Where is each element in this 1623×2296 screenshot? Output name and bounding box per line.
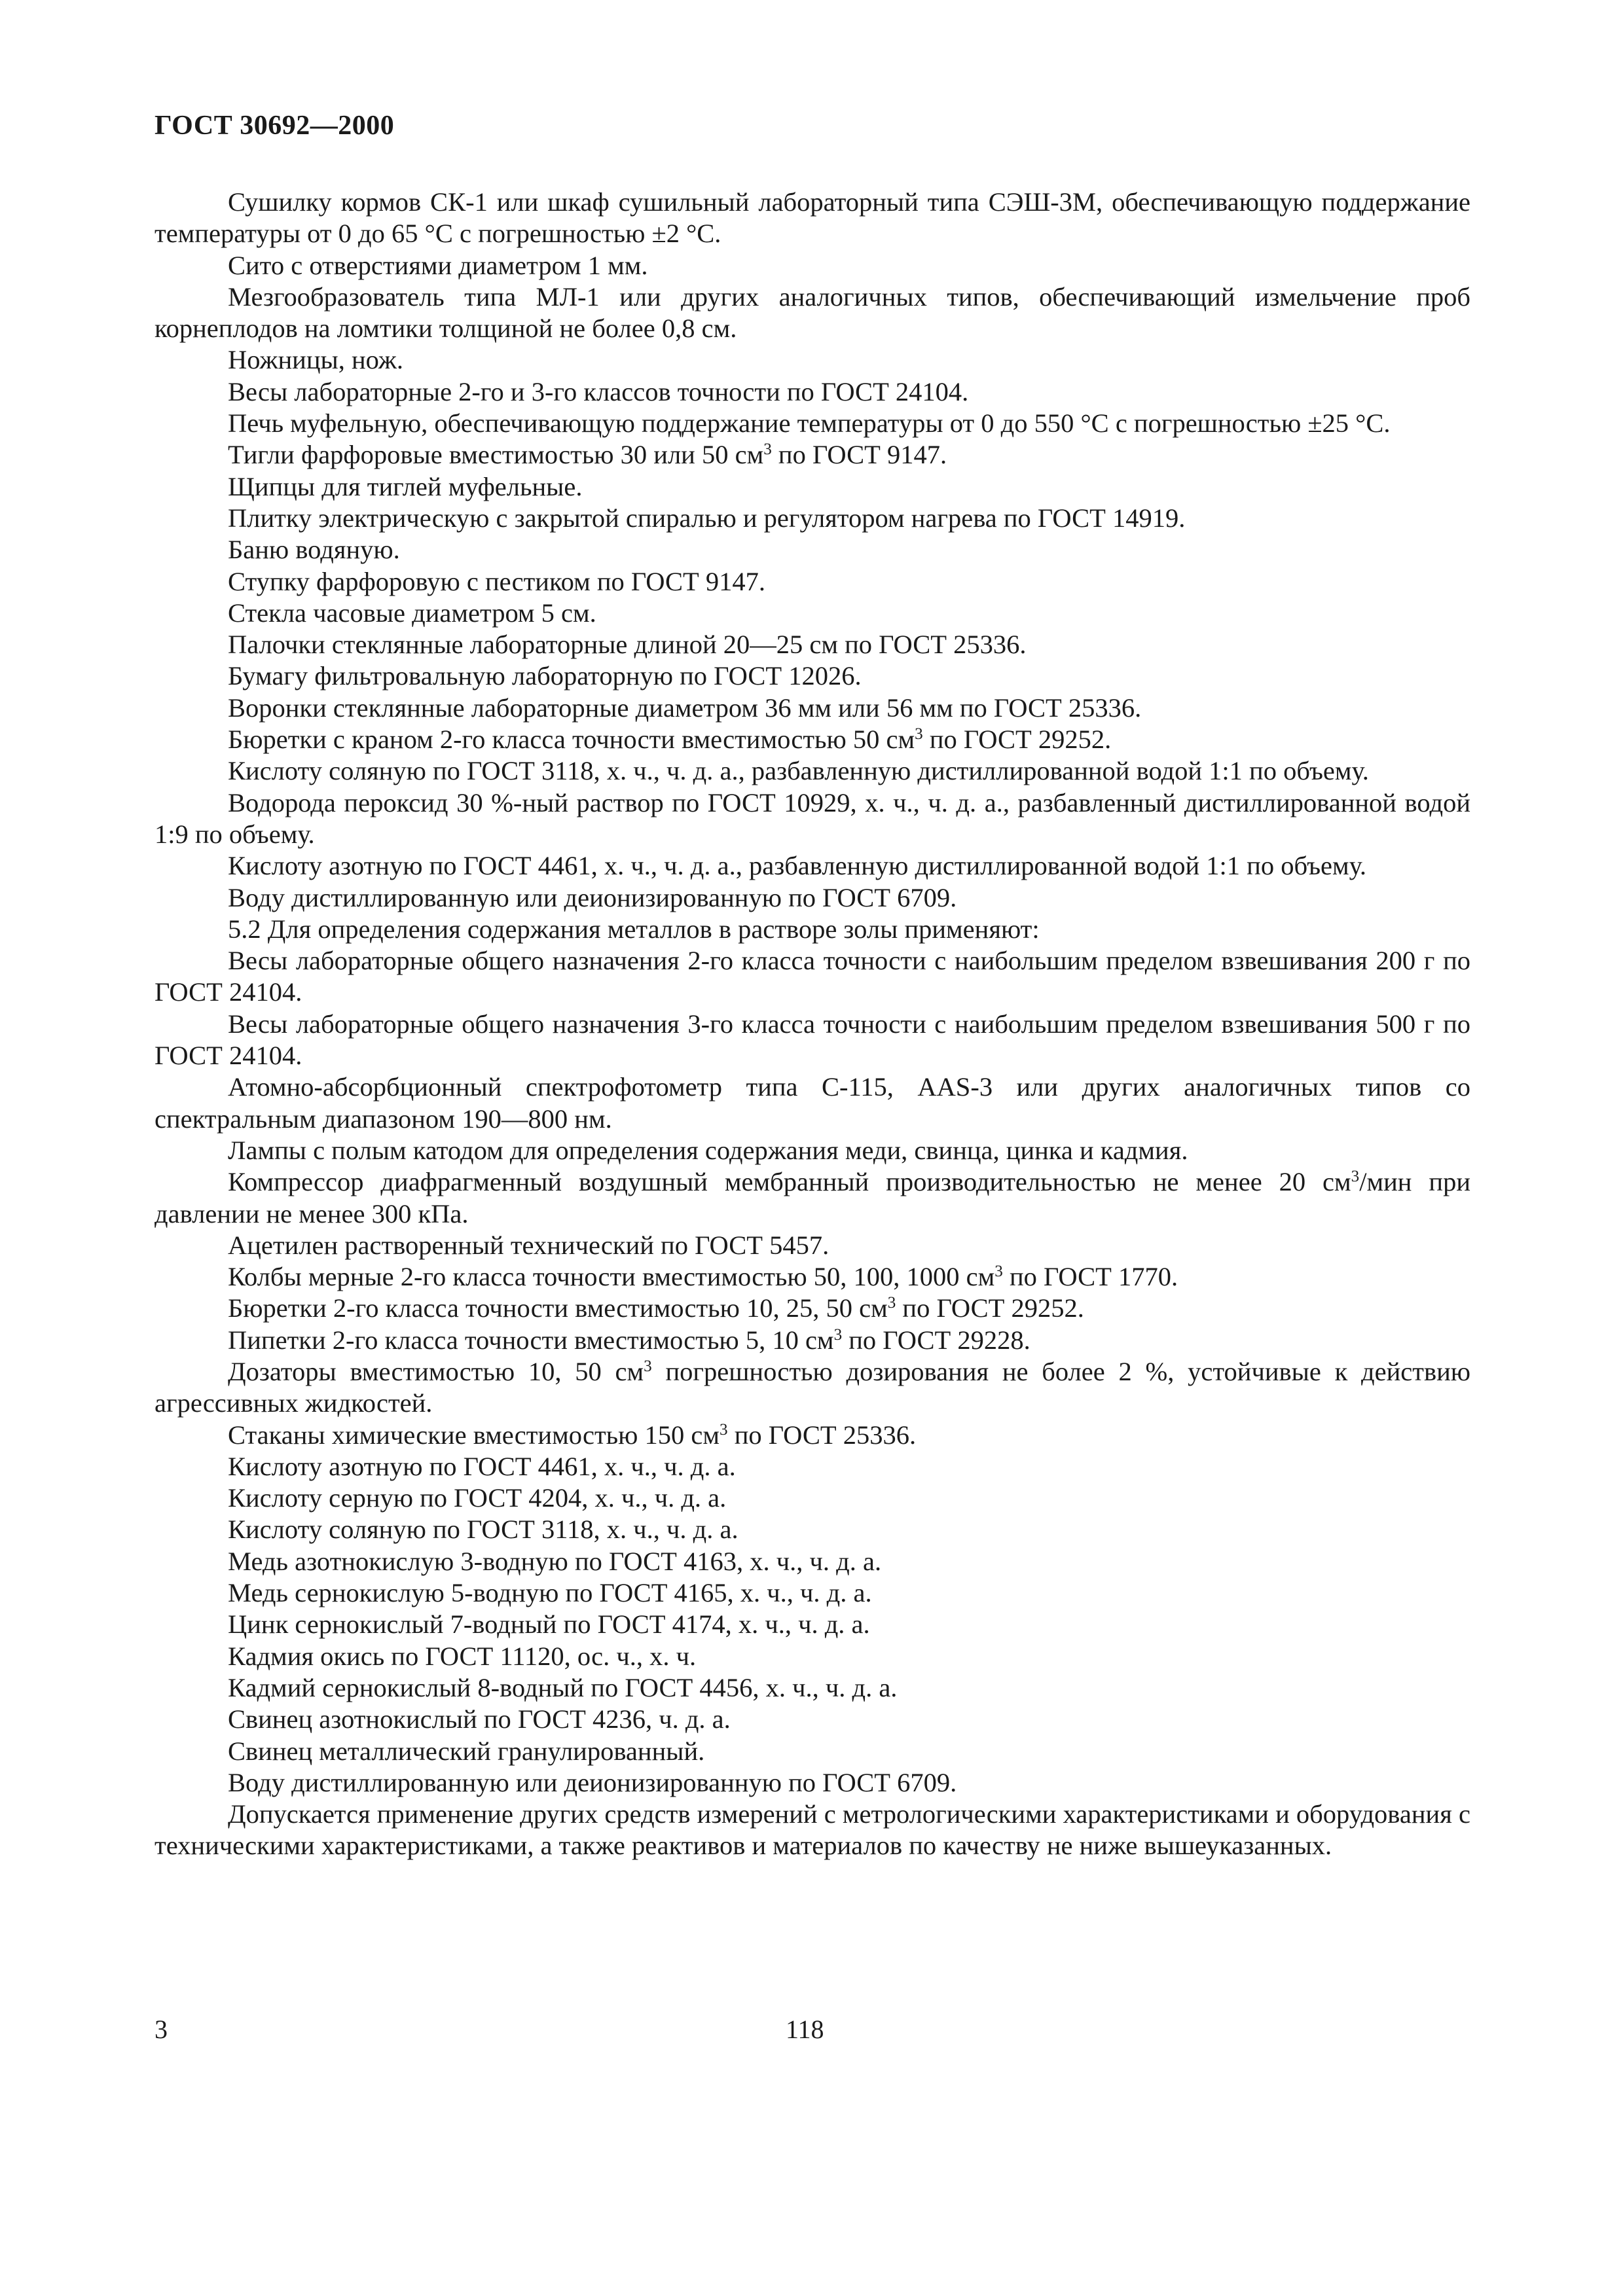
paragraph-text: /мин при давлении не менее 300 кПа. [155,1167,1471,1229]
paragraph-text: Бумагу фильтровальную лабораторную по ГОСТ 12026. [228,661,862,691]
paragraph [155,1641,1470,1672]
paragraph [155,376,1470,408]
paragraph [155,1451,1470,1482]
paragraph [155,1482,1470,1514]
paragraph [155,787,1470,851]
paragraph [155,692,1470,724]
paragraph [155,1799,1470,1862]
paragraph-text: Дозаторы вместимостью 10, 50 см [228,1356,644,1386]
paragraph-text: Колбы мерные 2-го класса точности вместимостью 50, 100, 1000 см [228,1262,995,1292]
paragraph-text: Воду дистиллированную или деионизированную по ГОСТ 6709. [228,1767,957,1797]
paragraph-text: Весы лабораторные общего назначения 2-го класса точности с наибольшим пределом взвешивания 200 г по ГОСТ 24104. [155,946,1470,1007]
paragraph [155,534,1470,565]
paragraph-text: Стаканы химические вместимостью 150 см [228,1420,720,1450]
paragraph [155,1420,1470,1451]
paragraph [155,1261,1470,1293]
paragraph [155,945,1470,1009]
paragraph-text: Весы лабораторные 2-го и 3-го классов точности по ГОСТ 24104. [228,376,969,406]
paragraph [155,250,1470,281]
paragraph [155,598,1470,629]
paragraph [155,1293,1470,1324]
paragraph-text: Медь сернокислую 5-водную по ГОСТ 4165, х. ч., ч. д. а. [228,1578,872,1608]
paragraph-text: Пипетки 2-го класса точности вместимостью 5, 10 см [228,1325,834,1355]
paragraph-text: Кислоту азотную по ГОСТ 4461, х. ч., ч. д. а. [228,1451,736,1481]
superscript: 3 [763,440,772,459]
paragraph-text: Плитку электрическую с закрытой спиралью и регулятором нагрева по ГОСТ 14919. [228,503,1186,533]
superscript: 3 [994,1263,1003,1281]
paragraph-text: Печь муфельную, обеспечивающую поддержание температуры от 0 до 550 °С с погрешностью ±25 °С. [228,408,1391,439]
paragraph [155,1135,1470,1166]
paragraph [155,503,1470,534]
paragraph-text: Весы лабораторные общего назначения 3-го класса точности с наибольшим пределом взвешивания 500 г по ГОСТ 24104. [155,1009,1470,1071]
paragraph-text: Свинец металлический гранулированный. [228,1736,705,1766]
paragraph-text: Кислоту азотную по ГОСТ 4461, х. ч., ч. д. а., разбавленную дистиллированной водой 1:1 по объему. [228,851,1366,881]
paragraph-text: 5.2 Для определения содержания металлов в растворе золы применяют: [228,914,1040,944]
paragraph [155,1071,1470,1135]
paragraph-text: Кислоту соляную по ГОСТ 3118, х. ч., ч. д. а., разбавленную дистиллированной водой 1:1 по объему. [228,756,1369,786]
paragraph [155,344,1470,376]
paragraph [155,1609,1470,1640]
paragraph-text: Лампы с полым катодом для определения содержания меди, свинца, цинка и кадмия. [228,1135,1188,1165]
paragraph [155,471,1470,503]
paragraph-text: по ГОСТ 25336. [727,1420,917,1450]
superscript: 3 [833,1325,843,1344]
paragraph [155,882,1470,914]
superscript: 3 [1351,1168,1360,1186]
superscript: 3 [644,1357,652,1376]
paragraph-text: Кадмия окись по ГОСТ 11120, ос. ч., х. ч. [228,1641,697,1671]
paragraph-text: Стекла часовые диаметром 5 см. [228,598,596,628]
paragraph-text: Ступку фарфоровую с пестиком по ГОСТ 9147. [228,566,766,596]
paragraph [155,1230,1470,1261]
paragraph-text: Атомно-абсорбционный спектрофотометр типа С-115, AAS-3 или других аналогичных типов со спектральным диапазоном 190—800 нм. [155,1072,1470,1134]
superscript: 3 [915,725,923,744]
page-number-center: 118 [786,2015,824,2044]
paragraph [155,1767,1470,1799]
document-body [155,187,1470,1862]
paragraph-text: Щипцы для тиглей муфельные. [228,471,583,501]
superscript: 3 [887,1294,896,1312]
superscript: 3 [720,1420,728,1439]
paragraph [155,1546,1470,1577]
paragraph-text: по ГОСТ 29228. [842,1325,1030,1355]
paragraph-text: погрешностью дозирования не более 2 %, устойчивые к действию агрессивных жидкостей. [155,1356,1471,1418]
paragraph-text: Ацетилен растворенный технический по ГОСТ 5457. [228,1230,830,1260]
paragraph-text: по ГОСТ 29252. [922,725,1112,755]
paragraph-text: Кислоту серную по ГОСТ 4204, х. ч., ч. д. а. [228,1483,727,1513]
paragraph-text: Бюретки 2-го класса точности вместимостью 10, 25, 50 см [228,1293,888,1323]
paragraph [155,1009,1470,1072]
paragraph-text: Мезгообразователь типа МЛ-1 или других аналогичных типов, обеспечивающий измельчение проб корнеплодов на ломтики толщиной не более 0,8 см. [155,281,1470,344]
paragraph [155,1514,1470,1545]
paragraph [155,1577,1470,1609]
paragraph-text: Ножницы, нож. [228,345,403,375]
paragraph-text: по ГОСТ 29252. [896,1293,1084,1323]
paragraph-text: Водорода пероксид 30 %-ный раствор по ГОСТ 10929, х. ч., ч. д. а., разбавленный дистиллированной водой 1:9 по объему. [155,787,1470,849]
paragraph [155,1704,1470,1735]
paragraph-text: Баню водяную. [228,535,400,565]
paragraph-text: Палочки стеклянные лабораторные длиной 20—25 см по ГОСТ 25336. [228,630,1027,660]
paragraph-text: Сито с отверстиями диаметром 1 мм. [228,250,648,280]
paragraph-text: Сушилку кормов СК-1 или шкаф сушильный лабораторный типа СЭШ-3М, обеспечивающую поддержание температуры от 0 до 65 °С с погрешностью ±2 °С. [155,187,1470,249]
paragraph [155,1166,1470,1230]
page-number-left: 3 [155,2015,168,2044]
paragraph [155,408,1470,439]
paragraph-text: Допускается применение других средств измерений с метрологическими характеристиками и оборудования с техническими характеристиками, а также реактивов и материалов по качеству не ниже вышеуказанных. [155,1799,1470,1861]
paragraph [155,566,1470,598]
paragraph-text: Тигли фарфоровые вместимостью 30 или 50 см [228,440,764,470]
paragraph [155,1672,1470,1704]
paragraph [155,724,1470,755]
page-header-standard-number: ГОСТ 30692—2000 [155,111,395,141]
paragraph [155,187,1470,250]
paragraph [155,439,1470,471]
paragraph-text: Бюретки с краном 2-го класса точности вместимостью 50 см [228,725,915,755]
paragraph [155,914,1470,945]
paragraph-text: по ГОСТ 1770. [1002,1262,1178,1292]
paragraph [155,1356,1470,1420]
paragraph-text: Медь азотнокислую 3-водную по ГОСТ 4163, х. ч., ч. д. а. [228,1546,882,1576]
paragraph-text: Цинк сернокислый 7-водный по ГОСТ 4174, х. ч., ч. д. а. [228,1609,870,1640]
paragraph [155,629,1470,660]
paragraph [155,850,1470,882]
paragraph [155,1325,1470,1356]
paragraph-text: Компрессор диафрагменный воздушный мембранный производительностью не менее 20 см [228,1167,1351,1197]
paragraph-text: Кислоту соляную по ГОСТ 3118, х. ч., ч. д. а. [228,1515,739,1545]
paragraph-text: Воду дистиллированную или деионизированную по ГОСТ 6709. [228,882,957,912]
paragraph [155,281,1470,345]
paragraph-text: Кадмий сернокислый 8-водный по ГОСТ 4456, х. ч., ч. д. а. [228,1672,898,1702]
paragraph-text: по ГОСТ 9147. [771,440,947,470]
paragraph-text: Свинец азотнокислый по ГОСТ 4236, ч. д. а. [228,1704,731,1734]
paragraph-text: Воронки стеклянные лабораторные диаметром 36 мм или 56 мм по ГОСТ 25336. [228,692,1142,723]
paragraph [155,1736,1470,1767]
paragraph [155,660,1470,692]
paragraph [155,755,1470,787]
